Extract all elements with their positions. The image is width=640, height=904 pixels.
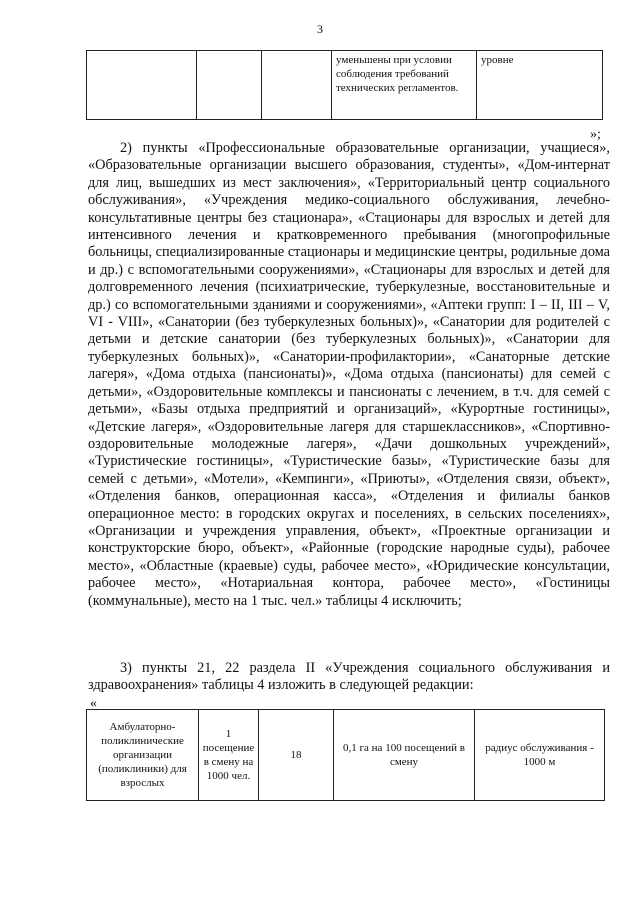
closing-quote: »; xyxy=(590,127,601,142)
value-cell: 18 xyxy=(259,710,334,801)
table-row xyxy=(87,710,605,801)
unit-cell: 1 посещение в смену на 1000 чел. xyxy=(199,710,259,801)
radius-cell: радиус обслуживания - 1000 м xyxy=(475,710,605,801)
paragraph-3: 3) пункты 21, 22 раздела II «Учреждения социального обслуживания и здравоохранения» таблицы 4 изложить в следующей редакции: xyxy=(88,660,610,694)
table-cell xyxy=(87,51,197,120)
area-cell: 0,1 га на 100 посещений в смену xyxy=(334,710,475,801)
facility-cell: Амбулаторно-поликлинические организации (поликлиники) для взрослых xyxy=(87,710,199,801)
paragraph-2: 2) пункты «Профессиональные образовательные организации, учащиеся», «Образовательные организации высшего образования, студенты», «Дом-интернат для лиц, вышедших из мест заключения», «Территориальный центр социального обслуживания», «Учреждения медико-социального обслуживания, лечебно-консультативные центры без стационара», «Стационары для взрослых и детей для интенсивного лечения и кратковременного пребывания (многопрофильные больницы, специализированные стационары и медицинские центры, родильные дома и др.) с вспомогательными сооружениями», «Стационары для взрослых и детей для долговременного лечения (психиатрические, туберкулезные, восстановительные и др.) со вспомогательными зданиями и сооружениями», «Аптеки групп: I – II, III – V, VI - VIII», «Санатории (без туберкулезных больных)», «Санатории для родителей с детьми и детские санатории (без туберкулезных больных)», «Санатории для туберкулезных больных)», «Санатории-профилактории», «Санаторные детские лагеря», «Дома отдыха (пансионаты)», «Дома отдыха (пансионаты) для семей с детьми», «Оздоровительные комплексы и пансионаты с лечением, в т.ч. для семей с детьми», «Базы отдыха предприятий и организаций», «Курортные гостиницы», «Детские лагеря», «Оздоровительные лагеря для старшеклассников», «Спортивно-оздоровительные молодежные лагеря», «Дачи дошкольных учреждений», «Туристические гостиницы», «Туристические базы», «Туристические базы для семей с детьми», «Мотели», «Кемпинги», «Приюты», «Отделения связи, объект», «Отделения банков, операционная касса», «Отделения и филиалы банков операционное место: в городских округах и поселениях, в сельских поселениях», «Организации и учреждения управления, объект», «Проектные организации и конструкторские бюро, объект», «Районные (городские народные суды), рабочее место», «Областные (краевые) суды, рабочее место», «Юридические консультации, рабочее место», «Нотариальная контора, рабочее место», «Гостиницы (коммунальные), место на 1 тыс. чел.» таблицы 4 исключить; xyxy=(88,140,610,609)
top-table-fragment xyxy=(86,50,603,120)
page-number: 3 xyxy=(317,22,323,36)
table-row xyxy=(87,51,603,120)
table-cell xyxy=(262,51,332,120)
table-cell xyxy=(197,51,262,120)
table-cell: уменьшены при условии соблюдения требований технических регламентов. xyxy=(332,51,477,120)
bottom-table xyxy=(86,709,605,801)
table-cell: уровне xyxy=(477,51,603,120)
opening-quote: « xyxy=(90,696,97,711)
